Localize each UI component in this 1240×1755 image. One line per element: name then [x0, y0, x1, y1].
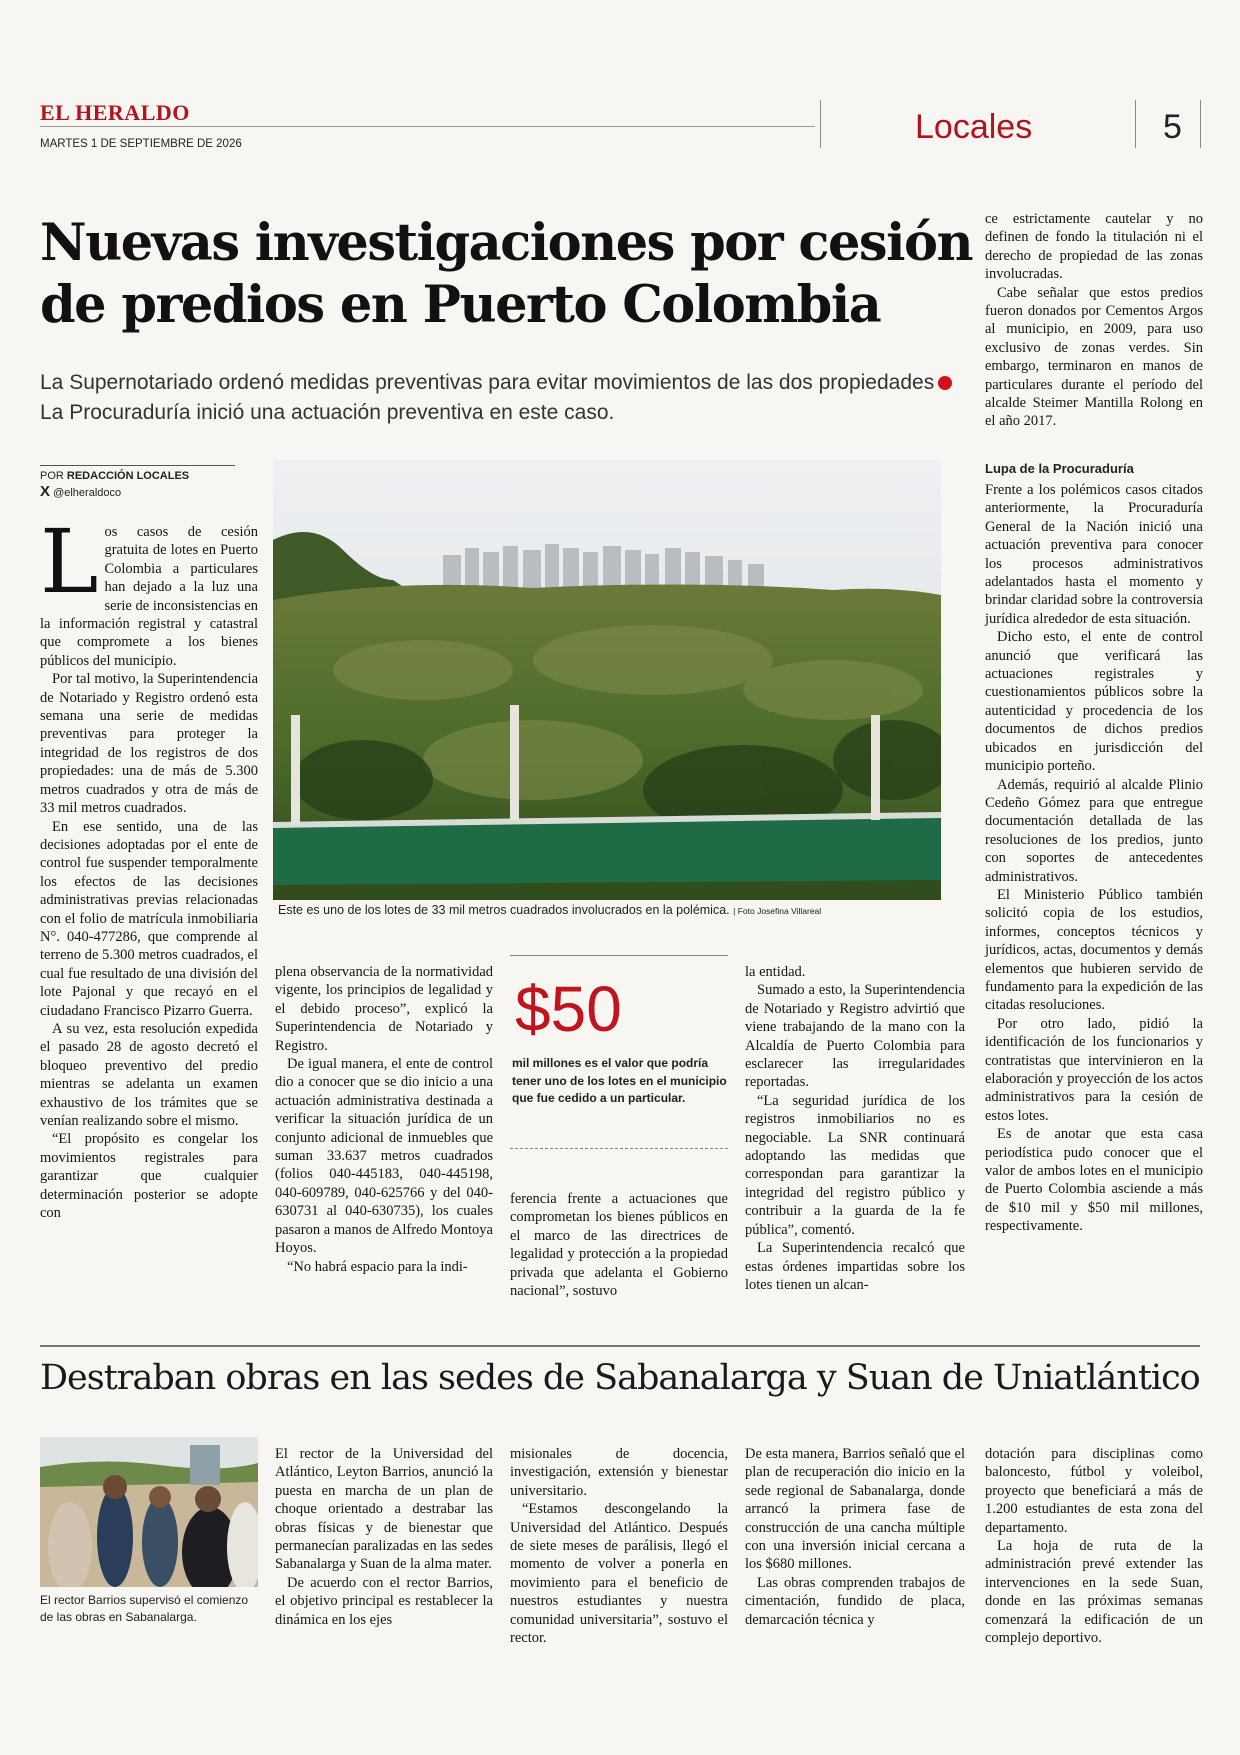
paragraph: Sumado a esto, la Superintendencia de Notariado y Registro advirtió que viene trabajando de la mano con la Alcaldía de Puerto Colombia para esclarecer las irregularidades reportadas. [745, 982, 965, 1091]
article2-photo [40, 1437, 258, 1587]
paragraph: “La seguridad jurídica de los registros inmobiliarios no es negociable. La SNR continuará adoptando las medidas que correspondan para garantizar la integridad del registro público y contribuir a la guarda de la fe pública”, comentó. [745, 1092, 965, 1238]
rector-photo-image [40, 1437, 258, 1587]
paragraph: Cabe señalar que estos predios fueron donados por Cementos Argos al municipio, en 2009, para uso exclusivo de zonas verdes. Sin embargo, terminaron en manos de particulares durante el período del alcalde Steimer Mantilla Rolong en el año 2017. [985, 284, 1203, 430]
article-column-5b [985, 481, 1203, 1236]
article2-column-2 [510, 1445, 728, 1647]
article2-photo-caption: El rector Barrios supervisó el comienzo de las obras en Sabanalarga. [40, 1593, 249, 1624]
paragraph: El rector de la Universidad del Atlántico, Leyton Barrios, anunció la puesta en marcha de un plan de choque orientado a destrabar las obras físicas y de bienestar que permanecían paralizadas en las sedes Sabanalarga y Suan de la alma mater. [275, 1446, 493, 1573]
article-column-1 [40, 510, 258, 1222]
paragraph: Además, requirió al alcalde Plinio Cedeño Gómez para que entregue documentación detallada de las resoluciones de los predios, junto con soportes de antecedentes administrativos. [985, 776, 1203, 885]
bullet-icon [938, 376, 952, 390]
paragraph: Por tal motivo, la Superintendencia de Notariado y Registro ordenó esta semana una serie de medidas preventivas para proteger la integridad de los registros de dos propiedades: una de más de 5.300 metros cuadrados y otra de más de 33 mil metros cuadrados. [40, 671, 258, 817]
paragraph: Por otro lado, pidió la identificación de los funcionarios y contratistas que intervinieron en la elaboración y proyección de los actos administrativos para la cesión de estos lotes. [985, 1015, 1203, 1124]
issue-date: MARTES 1 DE SEPTIEMBRE DE 2026 [40, 138, 242, 150]
article-headline [40, 212, 980, 336]
paragraph: A su vez, esta resolución expedida el pasado 28 de agosto decretó el bloqueo preventivo del predio mientras se adelanta un examen exhaustivo de los trámites que se venían realizando sobre el mismo. [40, 1020, 258, 1129]
header-divider [820, 100, 821, 148]
paragraph: De esta manera, Barrios señaló que el plan de recuperación dio inicio en la sede regional de Sabanalarga, donde arrancó la primera fase de construcción de una cancha múltiple con una inversión inicial cercana a los $680 millones. [745, 1446, 965, 1573]
paragraph: De igual manera, el ente de control dio a conocer que se dio inicio a una actuación administrativa destinada a verificar la situación jurídica de un conjunto adicional de inmuebles que suman 33.637 metros cuadrados (folios 040-445183, 040-445198, 040-609789, 040-625766 y del 040-630731 al 040-630735), los cuales pasaron a manos de Alfredo Montoya Hoyos. [275, 1056, 493, 1257]
highlight-number: $50 [515, 973, 622, 1045]
photo-credit: | Foto Josefina Villareal [733, 906, 822, 916]
section-name: Locales [915, 108, 1033, 146]
headline-line: de predios en Puerto Colombia [40, 275, 881, 335]
paragraph: La hoja de ruta de la administración prevé extender las intervenciones en la sede Suan, donde en las próximas semanas comenzará la edificación de un complejo deportivo. [985, 1538, 1203, 1647]
article2-column-1 [275, 1445, 493, 1629]
paragraph: “Estamos descongelando la Universidad del Atlántico. Después de siete meses de parálisis, llegó el momento de volver a ponerla en movimiento para el beneficio de nuestros estudiantes y nuestra comunidad universitaria”, sostuvo el rector. [510, 1501, 728, 1647]
paragraph: plena observancia de la normatividad vigente, los principios de legalidad y el debido proceso”, explicó la Superintendencia de Notariado y Registro. [275, 964, 493, 1054]
article-photo [273, 460, 941, 900]
article-column-2 [275, 963, 493, 1276]
paragraph: De acuerdo con el rector Barrios, el objetivo principal es restablecer la dinámica en los ejes [275, 1574, 493, 1628]
article-column-3 [510, 1190, 728, 1300]
article2-headline: Destraban obras en las sedes de Sabanalarga y Suan de Uniatlántico [40, 1358, 1200, 1398]
header-divider [1135, 100, 1136, 148]
headline-line: Nuevas investigaciones por cesión [40, 213, 973, 273]
article-column-5 [985, 210, 1203, 431]
highlight-rule [510, 955, 728, 956]
paragraph: ferencia frente a actuaciones que comprometan los bienes públicos en el marco de las directrices de legalidad y protección a la propiedad privada que adelanta el Gobierno nacional”, sostuvo [510, 1191, 728, 1300]
section-subtitle: Lupa de la Procuraduría [985, 461, 1134, 476]
header-divider [1200, 100, 1201, 148]
photo-caption [278, 903, 821, 917]
article-subhead [40, 368, 975, 428]
x-logo-icon: X [40, 483, 51, 500]
byline-prefix: POR [40, 470, 64, 482]
drop-cap: L [40, 510, 99, 613]
paragraph: ce estrictamente cautelar y no definen de fondo la titulación ni el derecho de propiedad de las zonas involucradas. [985, 211, 1203, 283]
byline-handle[interactable]: @elheraldoco [53, 487, 122, 499]
paragraph: “El propósito es congelar los movimientos registrales para garantizar que cualquier determinación posterior se adopte con [40, 1131, 258, 1222]
highlight-rule-dashed [510, 1148, 728, 1149]
paragraph: En ese sentido, una de las decisiones adoptadas por el ente de control fue suspender temporalmente los efectos de las decisiones administrativas previas relacionadas con el folio de matrícula inmobiliaria N°. 040-477286, que comprende al terreno de 5.300 metros cuadrados, el cual fue resultado de una división del lote Pajonal y que recayó en el ciudadano Francisco Pizarro Guerra. [40, 818, 258, 1019]
highlight-text: mil millones es el valor que podría tener uno de los lotes en el municipio que fue cedido a un particular. [512, 1056, 727, 1105]
paragraph: “No habrá espacio para la indi- [287, 1258, 468, 1275]
paragraph: El Ministerio Público también solicitó copia de los estudios, informes, conceptos técnicos y jurídicos, actas, documentos y demás elementos que hubieren servido de fundamento para la expedición de las citadas resoluciones. [985, 886, 1203, 1014]
section-divider [40, 1345, 1200, 1347]
paragraph: Dicho esto, el ente de control anunció que verificará las actuaciones registrales y cuestionamientos públicos sobre la autenticidad y procedencia de los documentos de dichos predios ubicados en jurisdicción del municipio porteño. [985, 629, 1203, 775]
paragraph: Frente a los polémicos casos citados anteriormente, la Procuraduría General de la Nación inició una actuación preventiva para conocer los procesos administrativos adelantados hasta el momento y brindar claridad sobre la controversia jurídica alrededor de esta situación. [985, 482, 1203, 627]
paragraph: La Superintendencia recalcó que estas órdenes impartidas sobre los lotes tienen un alcan- [745, 1240, 965, 1293]
subhead-part: La Procuraduría inició una actuación preventiva en este caso. [40, 401, 615, 424]
subhead-part: La Supernotariado ordenó medidas preventivas para evitar movimientos de las dos propiedades [40, 371, 935, 394]
article2-column-3 [745, 1445, 965, 1629]
caption-text: Este es uno de los lotes de 33 mil metros cuadrados involucrados en la polémica. [278, 903, 730, 917]
paragraph: misionales de docencia, investigación, extensión y bienestar universitario. [510, 1446, 728, 1499]
header-rule [40, 126, 815, 127]
paragraph: la entidad. [745, 964, 806, 980]
lot-photo-image [273, 460, 941, 900]
article-column-4 [745, 963, 965, 1294]
byline [40, 465, 235, 501]
article2-column-4 [985, 1445, 1203, 1647]
masthead-logo: EL HERALDO [40, 100, 190, 125]
paragraph: Las obras comprenden trabajos de cimentación, fundido de placa, demarcación técnica y [745, 1574, 965, 1628]
paragraph: Los casos de cesión gratuita de lotes en Puerto Colombia a particulares han dejado a la luz una serie de inconsistencias en la información registral y catastral que compromete a los bienes públicos del municipio. [40, 510, 258, 669]
paragraph: Es de anotar que esta casa periodística pudo conocer que el valor de ambos lotes en el municipio de Puerto Colombia asciende a más de $10 mil y $50 mil millones, respectivamente. [985, 1126, 1203, 1235]
page-number: 5 [1163, 108, 1182, 146]
byline-author: REDACCIÓN LOCALES [66, 470, 190, 482]
paragraph: dotación para disciplinas como baloncesto, fútbol y voleibol, proyecto que beneficiará a más de 1.200 estudiantes de esta zona del departamento. [985, 1446, 1203, 1536]
